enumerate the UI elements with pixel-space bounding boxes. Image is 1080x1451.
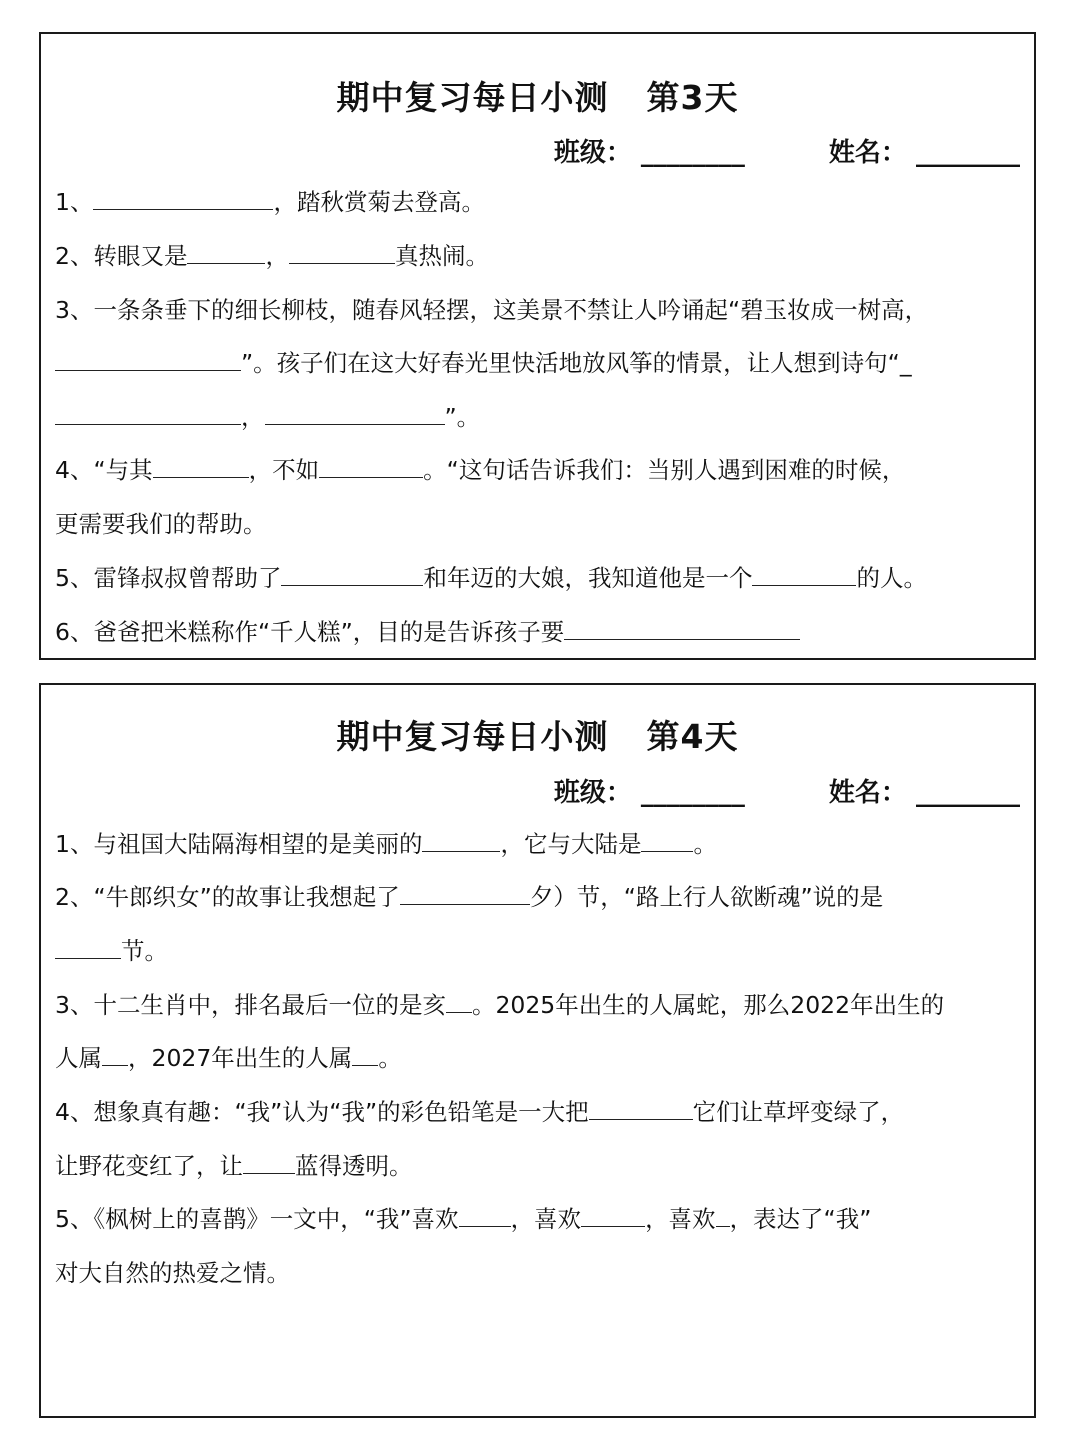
q-text: 更需要我们的帮助。: [55, 510, 267, 538]
q-text: 1、与祖国大陆隔海相望的是美丽的: [55, 830, 423, 858]
q-text: 。: [693, 830, 717, 858]
q-text: 和年迈的大娘，我知道他是一个: [423, 564, 753, 592]
answer-blank[interactable]: [93, 187, 273, 210]
class-label: 班级：: [553, 138, 632, 168]
q-text: 它们让草坪变绿了，: [692, 1098, 905, 1126]
title-text: 期中复习每日小测: [336, 78, 609, 117]
q-text: ，2027年出生的人属: [128, 1044, 353, 1072]
question-4: [55, 1097, 1020, 1127]
q-text: 人属: [55, 1044, 102, 1072]
quiz-card-day4: [39, 683, 1036, 1418]
answer-blank[interactable]: [243, 1151, 295, 1174]
answer-blank[interactable]: [641, 829, 693, 852]
class-blank: ________: [640, 778, 745, 808]
answer-blank[interactable]: [459, 1204, 511, 1227]
q-text: 蓝得透明。: [295, 1152, 413, 1180]
q-text: ”。: [444, 403, 481, 431]
question-2: [55, 241, 1020, 271]
question-6: [55, 617, 1020, 647]
question-4-cont: [55, 1151, 1020, 1181]
question-2-cont: [55, 936, 1020, 966]
q-text: 夕）节，“路上行人欲断魂”说的是: [529, 883, 884, 911]
answer-blank[interactable]: [589, 1097, 693, 1120]
answer-blank[interactable]: [446, 990, 472, 1013]
q-text: 2、“牛郎织女”的故事让我想起了: [55, 883, 400, 911]
question-3: [55, 295, 1020, 325]
q-text: 5、《枫树上的喜鹊》一文中，“我”喜欢: [55, 1205, 459, 1233]
answer-blank[interactable]: [265, 402, 445, 425]
question-4: [55, 455, 1020, 485]
q-text: ，喜欢: [645, 1205, 716, 1233]
answer-blank[interactable]: [187, 241, 265, 264]
question-1: [55, 187, 1020, 217]
quiz-title: [41, 711, 1034, 758]
quiz-title: [41, 72, 1034, 119]
question-4-cont: [55, 509, 1020, 539]
q-text: ，表达了“我”: [729, 1205, 872, 1233]
q-text: 节。: [121, 937, 168, 965]
title-text: 期中复习每日小测: [336, 717, 609, 756]
q-text: 。“这句话告诉我们：当别人遇到困难的时候，: [423, 456, 906, 484]
answer-blank[interactable]: [319, 455, 423, 478]
question-1: [55, 829, 1020, 859]
q-text: 。2025年出生的人属蛇，那么2022年出生的: [471, 991, 945, 1019]
answer-blank[interactable]: [716, 1204, 730, 1227]
name-field[interactable]: [829, 132, 1020, 169]
q-text: 3、一条条垂下的细长柳枝，随春风轻摆，这美景不禁让人吟诵起“碧玉妆成一树高，: [55, 296, 929, 324]
day-label: 第4天: [646, 717, 739, 756]
name-blank: ________: [916, 138, 1020, 168]
q-text: 。: [378, 1044, 402, 1072]
question-5-cont: [55, 1258, 1020, 1288]
q-text: ，: [265, 242, 289, 270]
answer-blank[interactable]: [289, 241, 395, 264]
answer-blank[interactable]: [55, 936, 121, 959]
question-3-cont: [55, 348, 1020, 378]
question-3-cont: [55, 402, 1020, 432]
q-text: 2、转眼又是: [55, 242, 188, 270]
answer-blank[interactable]: [400, 882, 530, 905]
q-text: 6、爸爸把米糕称作“千人糕”，目的是告诉孩子要: [55, 618, 565, 646]
q-text: ，踏秋赏菊去登高。: [273, 188, 485, 216]
class-field[interactable]: [554, 772, 745, 809]
answer-blank[interactable]: [55, 348, 241, 371]
class-field[interactable]: [554, 132, 745, 169]
q-text: ，它与大陆是: [500, 830, 642, 858]
q-text: 对大自然的热爱之情。: [55, 1259, 290, 1287]
question-3: [55, 990, 1020, 1020]
q-text: ，不如: [248, 456, 320, 484]
question-3-cont: [55, 1043, 1020, 1073]
q-text: ”。孩子们在这大好春光里快活地放风筝的情景，让人想到诗句“_: [241, 349, 912, 377]
q-text: 4、“与其: [55, 456, 153, 484]
q-text: ，喜欢: [510, 1205, 582, 1233]
q-text: 1、: [55, 188, 94, 216]
name-blank: ________: [916, 778, 1020, 808]
question-2: [55, 882, 1020, 912]
class-blank: ________: [640, 138, 745, 168]
name-label: 姓名：: [828, 138, 907, 168]
q-text: 4、想象真有趣：“我”认为“我”的彩色铅笔是一大把: [55, 1098, 589, 1126]
answer-blank[interactable]: [55, 402, 241, 425]
answer-blank[interactable]: [581, 1204, 645, 1227]
class-label: 班级：: [553, 778, 632, 808]
q-text: 5、雷锋叔叔曾帮助了: [55, 564, 282, 592]
answer-blank[interactable]: [281, 563, 423, 586]
answer-blank[interactable]: [564, 617, 800, 640]
q-text: 3、十二生肖中，排名最后一位的是亥: [55, 991, 446, 1019]
answer-blank[interactable]: [352, 1043, 378, 1066]
answer-blank[interactable]: [422, 829, 500, 852]
name-label: 姓名：: [828, 778, 907, 808]
question-5: [55, 563, 1020, 593]
answer-blank[interactable]: [752, 563, 856, 586]
q-text: ，: [241, 403, 265, 431]
q-text: 让野花变红了，让: [55, 1152, 243, 1180]
name-field[interactable]: [829, 772, 1020, 809]
answer-blank[interactable]: [153, 455, 249, 478]
student-info-row: [554, 772, 1020, 809]
question-5: [55, 1204, 1020, 1234]
q-text: 真热闹。: [394, 242, 489, 270]
q-text: 的人。: [856, 564, 927, 592]
answer-blank[interactable]: [102, 1043, 128, 1066]
student-info-row: [554, 132, 1020, 169]
day-label: 第3天: [646, 78, 739, 117]
quiz-card-day3: [39, 32, 1036, 660]
